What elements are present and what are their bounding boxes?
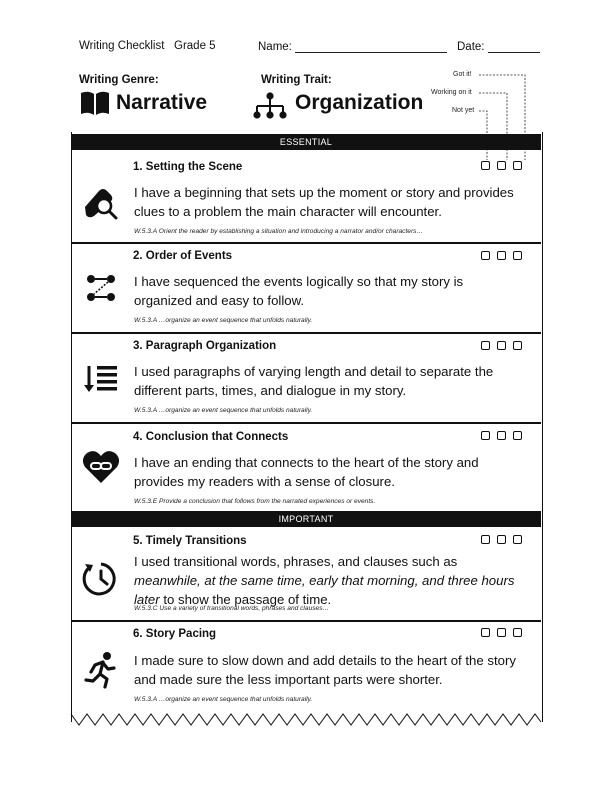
item-title: 3. Paragraph Organization [133, 340, 277, 352]
checkbox-got-it[interactable] [513, 535, 522, 544]
date-label: Date: [457, 41, 485, 53]
rating-checkboxes [481, 431, 522, 440]
item-description: I used paragraphs of varying length and detail to separate the different parts, times, and dialogue in my story. [134, 364, 494, 398]
map-search-icon [81, 183, 121, 223]
sort-lines-icon [81, 358, 121, 398]
book-icon [80, 90, 110, 116]
checkbox-not-yet[interactable] [481, 431, 490, 440]
org-chart-icon [253, 92, 287, 120]
item-standard: W.5.3.C Use a variety of transitional words, phrases and clauses… [134, 605, 330, 612]
section-essential: ESSENTIAL [71, 134, 541, 150]
name-label: Name: [258, 41, 292, 53]
item-description-end: to show the passage of time. [159, 592, 332, 607]
checklist-item [71, 622, 541, 714]
date-field [457, 40, 540, 53]
checkbox-working-on-it[interactable] [497, 431, 506, 440]
checklist-item [71, 150, 541, 242]
checkbox-not-yet[interactable] [481, 628, 490, 637]
item-title: 6. Story Pacing [133, 628, 217, 640]
date-line[interactable] [488, 40, 540, 53]
item-standard: W.5.3.A …organize an event sequence that unfolds naturally. [134, 317, 313, 324]
checkbox-got-it[interactable] [513, 431, 522, 440]
legend-working: Working on it [431, 89, 472, 96]
checkbox-not-yet[interactable] [481, 161, 490, 170]
item-description: I made sure to slow down and add details to the heart of the story and made sure the less important parts were shorter. [134, 653, 516, 687]
checklist-item [71, 244, 541, 332]
legend-got-it: Got it! [453, 71, 472, 78]
checkbox-working-on-it[interactable] [497, 251, 506, 260]
checkbox-not-yet[interactable] [481, 251, 490, 260]
item-description: I have sequenced the events logically so that my story is organized and easy to follow. [134, 274, 464, 308]
rating-checkboxes [481, 251, 522, 260]
name-line[interactable] [295, 40, 447, 53]
checklist-title: Writing Checklist [79, 40, 165, 52]
heart-link-icon [81, 447, 121, 487]
section-important: IMPORTANT [71, 511, 541, 527]
checkbox-got-it[interactable] [513, 628, 522, 637]
grade-label: Grade 5 [174, 40, 216, 52]
rating-checkboxes [481, 628, 522, 637]
item-title: 1. Setting the Scene [133, 161, 243, 173]
timer-icon [81, 559, 121, 599]
item-description-start: I used transitional words, phrases, and clauses such as [134, 554, 458, 569]
checkbox-not-yet[interactable] [481, 535, 490, 544]
item-description [134, 552, 520, 609]
worksheet-title [79, 40, 216, 52]
name-field [258, 40, 447, 53]
checkbox-working-on-it[interactable] [497, 628, 506, 637]
item-title: 4. Conclusion that Connects [133, 431, 289, 443]
checkbox-got-it[interactable] [513, 161, 522, 170]
trait-label: Writing Trait: [261, 74, 332, 86]
checklist-item [71, 527, 541, 620]
genre-label: Writing Genre: [79, 74, 159, 86]
torn-edge [70, 712, 542, 730]
item-standard: W.5.3.A …organize an event sequence that unfolds naturally. [134, 407, 313, 414]
checkbox-not-yet[interactable] [481, 341, 490, 350]
item-description: I have an ending that connects to the heart of the story and provides my readers with a sense of closure. [134, 455, 479, 489]
runner-icon [81, 650, 121, 690]
item-standard: W.5.3.A …organize an event sequence that unfolds naturally. [134, 696, 313, 703]
legend-not-yet: Not yet [452, 107, 475, 114]
item-standard: W.5.3.A Orient the reader by establishing a situation and introducing a narrator and/or characters… [134, 228, 424, 235]
checklist-item [71, 424, 541, 511]
checkbox-got-it[interactable] [513, 251, 522, 260]
rating-checkboxes [481, 535, 522, 544]
item-title: 2. Order of Events [133, 250, 233, 262]
sequence-nodes-icon [81, 268, 121, 308]
checkbox-got-it[interactable] [513, 341, 522, 350]
item-title: 5. Timely Transitions [133, 535, 247, 547]
rating-checkboxes [481, 341, 522, 350]
item-description: I have a beginning that sets up the moment or story and provides clues to a problem the main character will encounter. [134, 185, 514, 219]
item-description-examples: meanwhile, at the same time, early that morning, and three hours later [134, 573, 515, 607]
trait-value: Organization [295, 91, 424, 114]
checkbox-working-on-it[interactable] [497, 341, 506, 350]
checkbox-working-on-it[interactable] [497, 535, 506, 544]
item-standard: W.5.3.E Provide a conclusion that follows from the narrated experiences or events. [134, 498, 376, 505]
checkbox-working-on-it[interactable] [497, 161, 506, 170]
checklist-item [71, 334, 541, 422]
rating-checkboxes [481, 161, 522, 170]
genre-value: Narrative [116, 91, 208, 114]
